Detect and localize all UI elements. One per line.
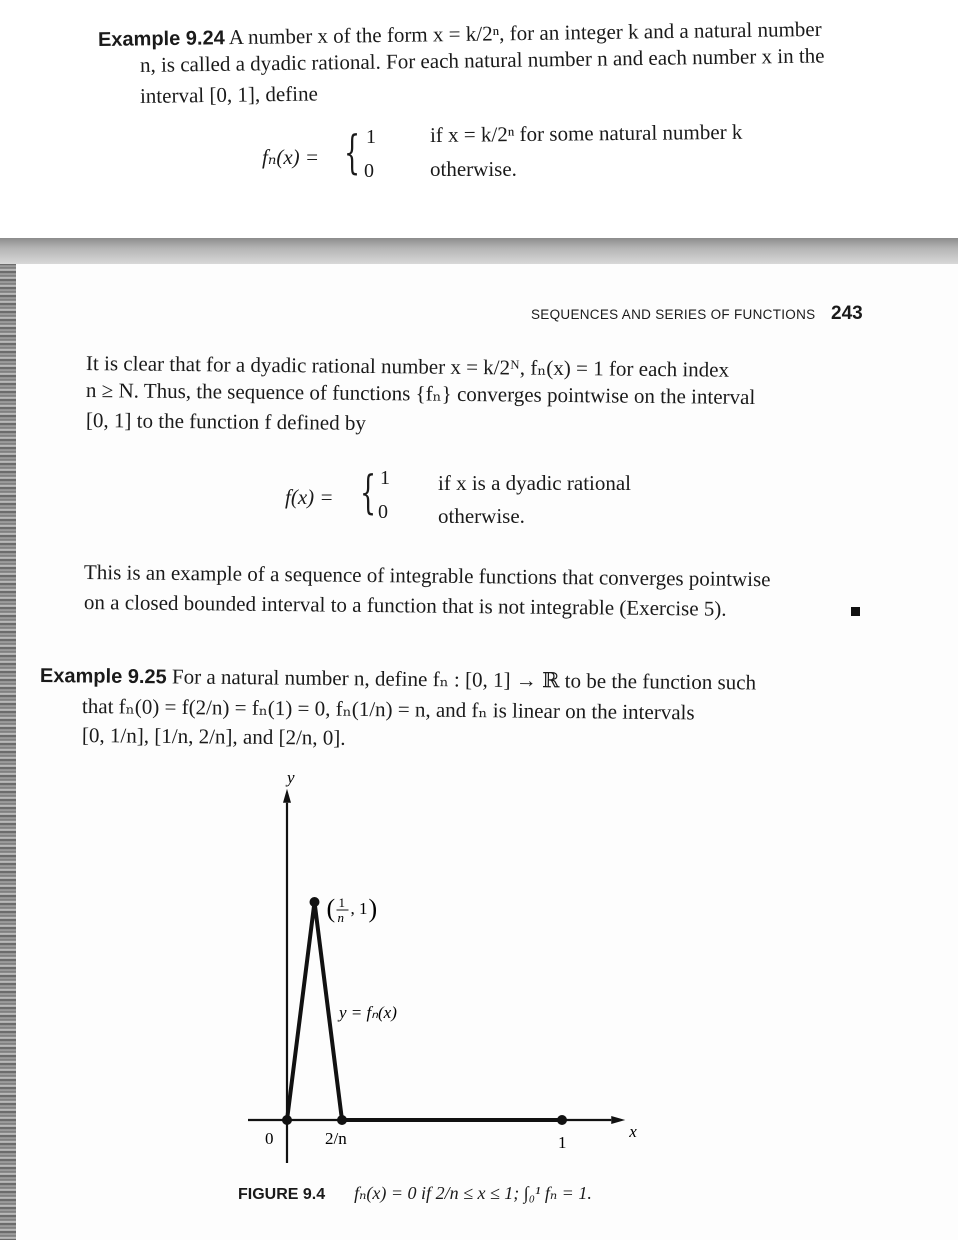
example-924-heading: Example 9.24 xyxy=(97,27,225,51)
x-axis-arrow-icon xyxy=(611,1116,625,1124)
peak-label-denominator: n xyxy=(337,910,344,925)
para2-line2: on a closed bounded interval to a function that is not integrable (Exercise 5). xyxy=(83,590,727,621)
example-925-line3: [0, 1/n], [1/n, 2/n], and [2/n, 0]. xyxy=(81,723,346,750)
two-over-n-point xyxy=(337,1115,347,1125)
fn-curve xyxy=(287,902,562,1120)
x-axis-label: x xyxy=(629,1122,637,1141)
example-925-heading: Example 9.25 xyxy=(39,665,167,689)
f-definition-lhs: f(x) = xyxy=(285,485,334,509)
peak-label-open-paren: ( xyxy=(326,894,336,923)
para1-line1: It is clear that for a dyadic rational number x = k/2ᴺ, fₙ(x) = 1 for each index xyxy=(85,351,730,382)
example-924-line2: n, is called a dyadic rational. For each natural number n and each number x in the xyxy=(139,43,825,77)
fn-case2-condition: otherwise. xyxy=(430,157,517,181)
peak-label-numerator: 1 xyxy=(338,895,345,910)
y-axis-label: y xyxy=(287,767,295,787)
example-925-line1-text: For a natural number n, define fₙ : [0, 1] → ℝ to be the function such xyxy=(171,664,757,695)
f-definition-brace: { xyxy=(360,465,377,519)
f-case2-value: 0 xyxy=(378,501,388,523)
example-924-line1-text: A number x of the form x = k/2ⁿ, for an integer k and a natural number xyxy=(228,16,822,50)
peak-label-close-paren: ) xyxy=(368,894,378,923)
peak-point xyxy=(310,897,320,907)
origin-point xyxy=(282,1115,292,1125)
f-case1-condition: if x is a dyadic rational xyxy=(438,471,632,495)
y-axis-arrow-icon xyxy=(283,789,291,803)
tick-label-1: 1 xyxy=(558,1133,567,1152)
figure-points xyxy=(282,897,567,1125)
figure-caption xyxy=(238,1183,592,1204)
running-head: SEQUENCES AND SERIES OF FUNCTIONS xyxy=(531,307,816,322)
f-case2-condition: otherwise. xyxy=(438,504,525,528)
fn-case1-condition: if x = k/2ⁿ for some natural number k xyxy=(429,119,743,147)
peak-point-label xyxy=(327,894,378,925)
para1-line3: [0, 1] to the function f defined by xyxy=(85,408,367,435)
para1-line2: n ≥ N. Thus, the sequence of functions {fₙ} converges pointwise on the interval xyxy=(85,378,756,410)
figure-caption-text: fₙ(x) = 0 if 2/n ≤ x ≤ 1; ∫₀¹ fₙ = 1. xyxy=(354,1183,592,1203)
tick-label-2-over-n: 2/n xyxy=(325,1129,347,1148)
fn-definition-lhs: fₙ(x) = xyxy=(262,145,320,169)
curve-label: y = fₙ(x) xyxy=(339,1003,397,1022)
fn-case2-value: 0 xyxy=(364,160,374,182)
peak-label-tail: , 1 xyxy=(350,899,368,918)
fn-case1-value: 1 xyxy=(366,126,376,148)
page-number: 243 xyxy=(831,303,863,324)
f-case1-value: 1 xyxy=(380,467,390,489)
example-924-line3: interval [0, 1], define xyxy=(139,81,318,108)
origin-label: 0 xyxy=(265,1129,274,1148)
example-925-line2: that fₙ(0) = f(2/n) = fₙ(1) = 0, fₙ(1/n) = n, and fₙ is linear on the intervals xyxy=(81,694,695,725)
one-point xyxy=(557,1115,567,1125)
para2-line1: This is an example of a sequence of integrable functions that converges pointwise xyxy=(83,560,771,592)
fn-definition-brace: { xyxy=(344,125,361,179)
figure-caption-label: FIGURE 9.4 xyxy=(238,1186,326,1203)
